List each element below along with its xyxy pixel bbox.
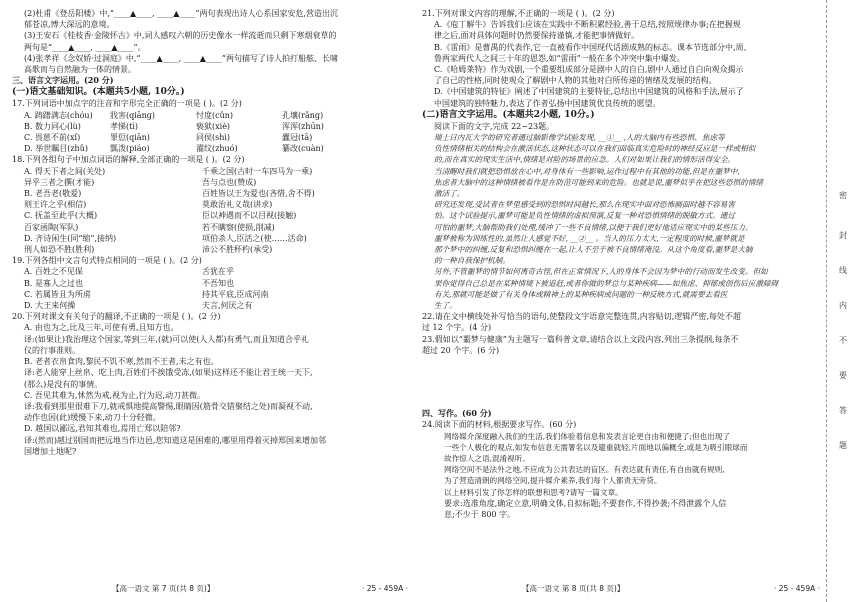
page-8 xyxy=(422,8,820,594)
option-cell: 沛公不胜杯杓(承受) xyxy=(202,245,273,255)
reading-intro: 阅读下面的文字,完成 22~23题。 xyxy=(434,121,555,131)
passage-line: 那个梦中的纠缠,反复和恐惧纠缠在一起,让人不至于被不良情绪淹没。从这个角度看,噩梦是大脑 xyxy=(434,245,753,255)
page-8-footer-code: · 25 - 459A · xyxy=(774,584,820,593)
page-8-footer xyxy=(422,584,820,594)
requirement-line: 息;不少于 800 字。 xyxy=(444,509,516,519)
page-7-content xyxy=(12,8,408,457)
option-cell: 戕害(qiāng) xyxy=(110,110,155,120)
material-line: 为了营造清朗的网络空间,提升媒介素养,我们每个人都责无旁贷。 xyxy=(444,476,662,486)
option-line: B.《雷雨》是曹禺的代表作,它一直被看作中国现代话剧成熟的标志。课本节选部分中,周、 xyxy=(434,42,752,52)
passage-line: 的,而在真实的现实生活中,情绪是对险的场景的应急。人们对如果让我们的情形活得安全。 xyxy=(434,155,735,165)
option-row xyxy=(12,166,408,177)
option-cell: 浑浑(zhūn) xyxy=(282,121,324,131)
option-cell: A. 得天下者之间(关处) xyxy=(24,166,106,176)
requirement-line: 要求:选准角度,确定立意,明确文体,自拟标题;不要套作,不得抄袭;不得泄露个人信 xyxy=(444,498,727,508)
option-row xyxy=(12,278,408,289)
question-18 xyxy=(12,154,408,255)
question-21 xyxy=(422,8,820,109)
question-23 xyxy=(422,334,820,356)
passage-line: 当清醒时我们就把恐惧放在心中,对身体有一些影响,运作过程中有其他的功能,但是在噩梦中, xyxy=(434,166,740,176)
material-line: 网络空间不是法外之地,不应成为公共表达的盲区。有表达就有责任,有自由就有规则, xyxy=(444,465,725,475)
option-row xyxy=(12,233,408,244)
option-cell: 罪愆(qiān) xyxy=(110,133,150,143)
option-cell: 孝悌(tì) xyxy=(110,121,139,131)
option-cell: 孔壤(rǎng) xyxy=(282,110,324,120)
poem-line: 两句是“____▲____, ____▲____”。 xyxy=(24,42,146,52)
option-cell: 莫敢治礼义哉(讲求) xyxy=(202,200,273,210)
seal-line-char: 题 xyxy=(839,441,847,450)
option-cell: C. 抚盖至此乎(大概) xyxy=(24,211,98,221)
option-line: 译:(然而)越过别国而把远地当作边邑,您知道这是困难的,哪里用得着灭掉郑国来增加邻 xyxy=(24,435,327,445)
question-17-options xyxy=(12,110,408,155)
option-cell: 若不瞒察(使损,削减) xyxy=(202,222,275,232)
seal-line xyxy=(826,0,860,602)
reading-passage xyxy=(422,132,820,311)
option-line: 了自己的性格,同时使观众了解剧中人物的其他对白所传递的情绪及发展的结构。 xyxy=(434,76,717,86)
page-7 xyxy=(12,8,408,594)
question-line: 23.假如以“噩梦与健康”为主题写一篇科普文章,请结合以上文段内容,列出三条提纲,每条不 xyxy=(422,334,739,344)
option-line: 译:(如果让)我治理这个国家,等到三年,(就)可以使(人人都)有勇气,而且知道合乎礼 xyxy=(24,334,310,344)
option-cell: B. 老吾老(敬爱) xyxy=(24,189,82,199)
passage-line: 的一种自我保护机制。 xyxy=(434,256,510,266)
seal-line-char: 答 xyxy=(839,406,847,415)
option-cell: 项伯杀人,臣活之(使……活命) xyxy=(202,233,307,243)
option-row xyxy=(12,222,408,233)
option-cell: D. 大王来何操 xyxy=(24,301,76,311)
question-24-requirement xyxy=(422,498,820,520)
option-cell: 持其平底,臣成河南 xyxy=(202,289,269,299)
option-cell: A. 踌躇满志(chóu) xyxy=(24,110,93,120)
question-18-stem: 18.下列各组句子中加点词语的解释,全部正确的一项是 ( )。(2 分) xyxy=(12,155,245,165)
page-8-content xyxy=(422,8,820,520)
question-17 xyxy=(12,98,408,154)
question-21-options xyxy=(422,19,820,109)
option-cell: B. 数力同心(lù) xyxy=(24,121,81,131)
poem-line: (2)杜甫《登岳阳楼》中,“____▲____, ____▲____”两句表现出诗人心系国家安危,营造出沉 xyxy=(24,9,338,18)
option-line: A.《庖丁解牛》告诉我们:应该在实践中不断积累经验,善于总结,按照规律办事;在把握规 xyxy=(434,20,741,30)
option-line: 仪的行事准则。 xyxy=(24,345,80,355)
question-24-stem: 24.阅读下面的材料,根据要求写作。(60 分) xyxy=(422,420,577,430)
option-cell: C. 若属皆且为所虏 xyxy=(24,289,91,299)
poem-line: 郁苍凉,博大深远的意境。 xyxy=(24,20,115,30)
option-cell: 濯纹(zhuó) xyxy=(196,144,238,154)
option-cell: 百家函陶(军队) xyxy=(24,222,79,232)
option-line: 译:我看到那里很难下刀,就戒惧地提高警惕,眼睛因(筋骨交错聚结之处)而凝视不动, xyxy=(24,401,313,411)
option-line: 鲁两家两代人之间三十年的恩怨,如“雷雨”一般在多个冲突中集中爆发。 xyxy=(434,53,685,63)
poem-line: (3)王安石《桂枝香·金陵怀古》中,词人感叹六朝的历史像水一样流逝而只剩下寒烟衰草的 xyxy=(24,31,337,41)
option-cell: D. 齐诗闲生(同“缩”,接纳) xyxy=(24,233,117,243)
option-row xyxy=(12,244,408,255)
question-20-options xyxy=(12,322,408,456)
option-cell: A. 百姓之不见保 xyxy=(24,267,83,277)
page-8-footer-label: 【高一语文 第 8 页(共 8 页)】 xyxy=(522,584,625,593)
option-cell: 吾与点也(赞成) xyxy=(202,177,257,187)
question-19-options xyxy=(12,266,408,311)
option-row xyxy=(12,188,408,199)
passage-line: 研究还发现,受试者在梦里感受到的恐惧时间越长,那么在现实中面对恐怖画面时越不容易害 xyxy=(434,200,735,210)
question-24-material xyxy=(422,431,820,498)
passage-line: 果你觉得自己总是在某种情境下被追赶,或者你做的梦总与某种疾病——如焦虑、抑郁或创伤后应激障碍 xyxy=(434,278,779,288)
option-row xyxy=(12,121,408,132)
passage-line: 有关,那就可能是做了有关身体或精神上的某种疾病或问题的一种反映方式,就需要去看医 xyxy=(434,289,728,299)
option-line: D.《中国建筑的特征》阐述了中国建筑的主要特征,总结出中国建筑的风格和手法,展示了 xyxy=(434,87,744,97)
option-cell: C. 畏葸不前(xǐ) xyxy=(24,133,81,143)
page-7-footer-label: 【高一语文 第 7 页(共 8 页)】 xyxy=(112,584,215,593)
passage-line: 怕。这个试验提示,噩梦可能是负性情绪的虚拟预演,反复一种对恐惧情绪的脱敏方式。通过 xyxy=(434,211,735,221)
seal-line-char: 内 xyxy=(839,301,847,310)
poem-line: (4)张孝祥《念奴娇·过洞庭》中,“____▲____, ____▲____”两句描写了诗人拍打船舷、长啸 xyxy=(24,53,338,63)
option-cell: 刑人如恐不胜(胜利) xyxy=(24,245,95,255)
option-row xyxy=(12,210,408,221)
option-row xyxy=(12,199,408,210)
option-cell: 同侯(shì) xyxy=(196,133,231,143)
option-cell: 千乘之国(古时一车四马为一乘) xyxy=(202,166,313,176)
material-line: 一些个人极化的观点,如发布信息无需署名以及避重就轻,片面地以偏概全,或是为吸引眼球而 xyxy=(444,442,748,452)
page-7-footer xyxy=(12,584,408,594)
option-cell: 臣以神遇而不以目视(接触) xyxy=(202,211,297,221)
option-line: 动作也因(此)缓慢下来,动刀十分轻微。 xyxy=(24,413,161,423)
option-row xyxy=(12,143,408,154)
option-cell: 则王许之乎(相信) xyxy=(24,200,87,210)
poem-fill-questions xyxy=(12,8,408,75)
material-line: 故作惊人之语,混淆视听。 xyxy=(444,453,530,463)
option-row xyxy=(12,132,408,143)
passage-line: 负性情绪相关的结构会在激活状态,这种状态可以在我们面临真实危险时的神经反应是一样或相似 xyxy=(434,144,756,154)
subsection-1-title: (一)语文基础知识。(本题共5小题, 10分。) xyxy=(12,87,185,98)
option-cell: 异乎三者之撰(才能) xyxy=(24,177,95,187)
question-20-stem: 20.下列对课文有关句子的翻译,不正确的一项是 ( )。(2 分) xyxy=(12,312,221,322)
question-20 xyxy=(12,311,408,457)
option-line: B. 老者衣帛食肉,黎民不饥不寒,然而不王者,未之有也。 xyxy=(24,357,219,367)
option-line: 中国建筑的独特魅力,表达了作者弘扬中国建筑优良传统的愿望。 xyxy=(434,98,661,108)
option-cell: 亵狱(xiè) xyxy=(196,121,231,131)
option-line: 译:老人能穿上丝帛、吃上肉,百姓们不挨饿受冻,(如果)这样还不能让君王统一天下, xyxy=(24,368,313,378)
subsection-2-title: (二)语言文字运用。(本题共2小题, 10分。) xyxy=(422,109,595,120)
seal-line-char: 要 xyxy=(839,371,847,380)
material-line: 网络媒介深度融入我们的生活,我们体验着信息和发表言论更自由和便捷了;但也出现了 xyxy=(444,431,730,441)
option-row xyxy=(12,177,408,188)
question-21-stem: 21.下列对课文内容的理解,不正确的一项是 ( )。(2 分) xyxy=(422,9,615,18)
question-19-stem: 19.下列各组中文言句式特点相同的一项是 ( )。(2 分) xyxy=(12,256,202,266)
question-line: 过 12 个字。(4 分) xyxy=(422,323,492,333)
question-17-stem: 17.下列词语中加点字的注音和字形完全正确的一项是 ( )。(2 分) xyxy=(12,99,242,109)
option-line: C.《哈姆莱特》作为戏剧,一个重要组成部分是剧中人的自白,剧中人通过自白向观众揭示 xyxy=(434,65,744,75)
option-cell: 纂改(cuàn) xyxy=(282,144,324,154)
seal-line-char: 封 xyxy=(839,231,847,240)
option-cell: 舌犹在乎 xyxy=(202,267,234,277)
answer-space xyxy=(422,356,820,408)
option-cell: D. 举世瞩目(zhǔ) xyxy=(24,144,88,154)
option-row xyxy=(12,110,408,121)
option-cell: 忖度(cǔn) xyxy=(196,110,234,120)
option-row xyxy=(12,289,408,300)
option-row xyxy=(12,300,408,311)
passage-line: 焦虑者大脑中的这种情绪被看作是在防范可能到来的危险。也就是说,噩梦似乎在把这些恐惧的情绪 xyxy=(434,177,763,187)
option-line: 国增加土地呢? xyxy=(24,446,77,456)
option-cell: 瓢泼(piáo) xyxy=(110,144,150,154)
seal-line-char: 不 xyxy=(839,336,847,345)
option-cell: 百姓皆以王为爱也(吝惜,舍不得) xyxy=(202,189,315,199)
option-line: 律之后,面对具体问题时仍然要保持谨慎,才能把事情做好。 xyxy=(434,31,640,41)
option-cell: 蠹冠(tā) xyxy=(282,133,313,143)
passage-line: 可怕的噩梦,大脑帮助我们处理,缓冲了一些不良情绪,以便于我们更好地适应现实中的某些压力。 xyxy=(434,222,753,232)
material-line: 以上材料引发了你怎样的联想和思考?请写一篇文章。 xyxy=(444,487,623,497)
section-3-title: 三、语言文字运用。(20 分) xyxy=(12,75,114,86)
option-cell: B. 是寡人之过也 xyxy=(24,278,83,288)
passage-line: 生了。 xyxy=(434,301,457,311)
question-19 xyxy=(12,255,408,311)
option-cell: 夫言,何厌之有 xyxy=(202,301,253,311)
passage-line: 瑞士日内瓦大学的研究者通过脑影像学试验发现, __①__ ,人的大脑内有些恐惧、焦虑等 xyxy=(434,133,725,143)
option-line: C. 吾见其难为,怵然为戒,视为止,行为迟,动刀甚微。 xyxy=(24,390,206,400)
seal-line-char: 线 xyxy=(839,266,847,275)
option-line: A. 由也为之,比及三年,可使有勇,且知方也。 xyxy=(24,323,179,333)
passage-line: 另外,不管噩梦的情节如何离奇古怪,但在正常情况下,人的身体不会因为梦中的行动而发生改变。但如 xyxy=(434,267,768,277)
option-cell: 不吾知也 xyxy=(202,278,234,288)
section-4-title: 四、写作。(60 分) xyxy=(422,408,492,419)
question-line: 22.请在文中横线处补写恰当的语句,使整段文字语意完整连贯,内容贴切,逻辑严密,每处不超 xyxy=(422,312,741,322)
page-7-footer-code: · 25 - 459A · xyxy=(362,584,408,593)
passage-line: 激活了。 xyxy=(434,189,465,199)
seal-line-char: 密 xyxy=(839,191,847,200)
option-line: D. 越国以鄙远,君知其难也,焉用亡郑以陪邻? xyxy=(24,424,181,434)
question-22 xyxy=(422,311,820,333)
question-line: 超过 20 个字。(6 分) xyxy=(422,345,500,355)
option-row xyxy=(12,266,408,277)
passage-line: 噩梦被称为训练性的,虽然让人感觉不好, __②__ 。当人的压力太大,一定程度的时候,噩梦就是 xyxy=(434,233,745,243)
option-line: (那么)是没有的事情。 xyxy=(24,379,103,389)
question-18-options xyxy=(12,166,408,256)
poem-line: 高歌而与自然融为一体的情景。 xyxy=(24,65,136,75)
